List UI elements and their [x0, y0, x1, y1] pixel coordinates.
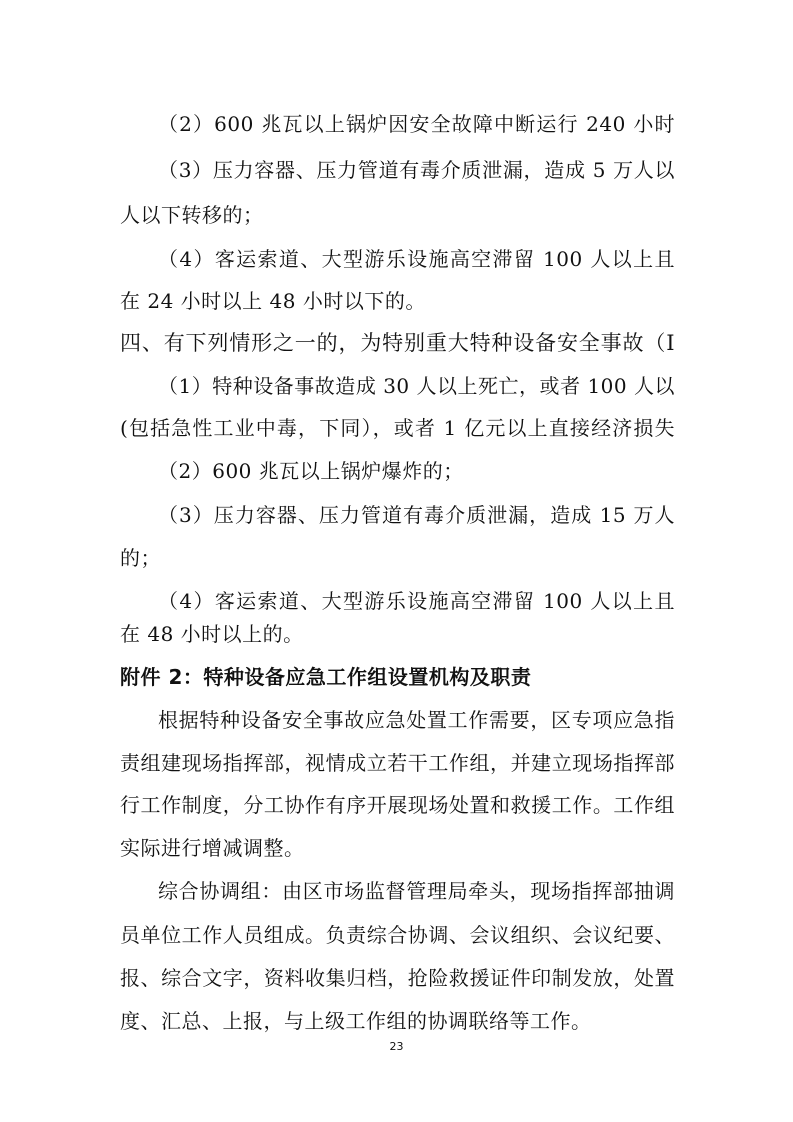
text-line: 实际进行增减调整。 [120, 836, 305, 860]
page-number: 23 [389, 1040, 404, 1053]
text-line: （2）600 兆瓦以上锅炉爆炸的； [158, 459, 464, 483]
text-line: （4）客运索道、大型游乐设施高空滞留 100 人以上且 [158, 247, 675, 271]
text-line: 度、汇总、上报，与上级工作组的协调联络等工作。 [120, 1009, 592, 1033]
text-line: (包括急性工业中毒，下同），或者 1 亿元以上直接经济损失 [120, 416, 675, 440]
section-heading: 四、有下列情形之一的，为特别重大特种设备安全事故（Ⅰ [120, 331, 675, 355]
text-line: 行工作制度，分工协作有序开展现场处置和救援工作。工作组 [120, 793, 675, 817]
text-line: 人以下转移的； [120, 203, 264, 227]
text-line: （3）压力容器、压力管道有毒介质泄漏，造成 5 万人以 [158, 158, 675, 182]
text-line: 在 24 小时以上 48 小时以下的。 [120, 289, 426, 313]
text-line: 综合协调组：由区市场监督管理局牵头，现场指挥部抽调 [158, 879, 675, 903]
text-line: （3）压力容器、压力管道有毒介质泄漏，造成 15 万人 [158, 503, 675, 527]
attachment-heading: 附件 2：特种设备应急工作组设置机构及职责 [120, 665, 532, 689]
text-line: （2）600 兆瓦以上锅炉因安全故障中断运行 240 小时 [158, 112, 675, 136]
text-line: 的； [120, 546, 161, 570]
text-line: 报、综合文字，资料收集归档，抢险救援证件印制发放，处置 [120, 966, 675, 990]
text-line: （1）特种设备事故造成 30 人以上死亡，或者 100 人以 [158, 374, 675, 398]
text-line: 在 48 小时以上的。 [120, 622, 304, 646]
text-line: （4）客运索道、大型游乐设施高空滞留 100 人以上且 [158, 589, 675, 613]
text-line: 根据特种设备安全事故应急处置工作需要，区专项应急指 [158, 708, 675, 732]
text-line: 责组建现场指挥部，视情成立若干工作组，并建立现场指挥部 [120, 751, 675, 775]
text-line: 员单位工作人员组成。负责综合协调、会议组织、会议纪要、 [120, 923, 675, 947]
